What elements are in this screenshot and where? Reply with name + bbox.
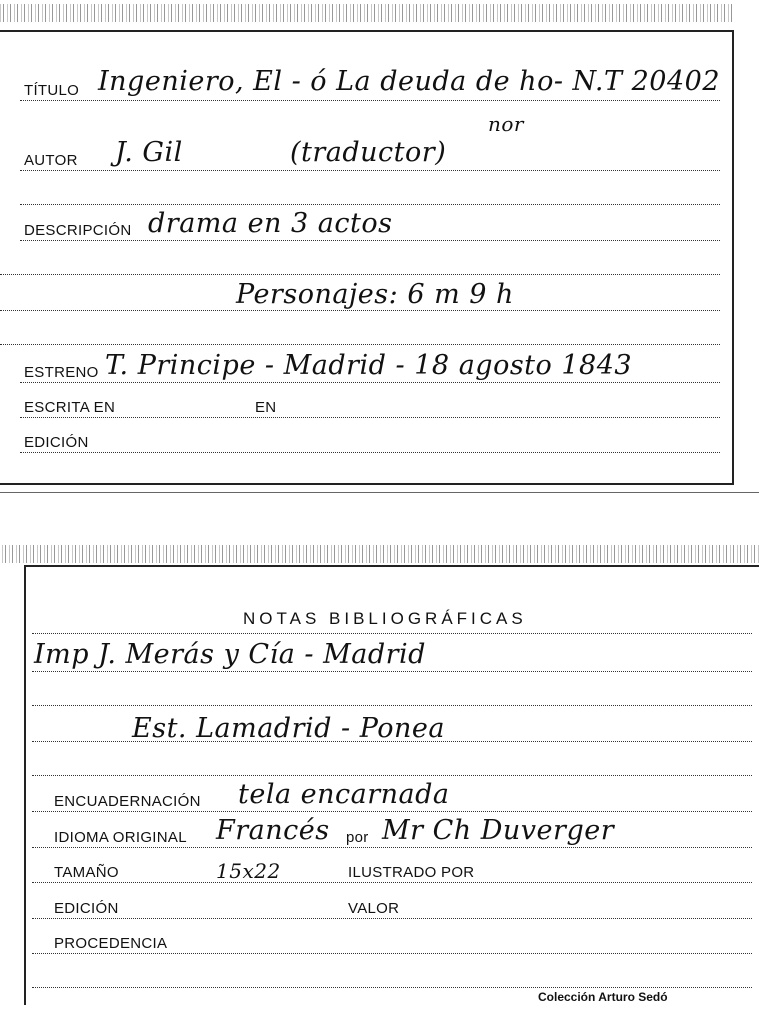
- valor-label: VALOR: [348, 900, 400, 917]
- idioma-value: Francés: [216, 815, 330, 846]
- edicion-label: EDICIÓN: [24, 434, 89, 451]
- notas-heading: NOTAS BIBLIOGRÁFICAS: [243, 609, 527, 628]
- notas-line-5: [32, 775, 752, 776]
- escrita-en-label: ESCRITA EN: [24, 399, 116, 416]
- escrita-en-en-label: EN: [255, 399, 277, 416]
- encuadernacion-line: [32, 811, 752, 812]
- catalog-card-top: [0, 30, 734, 485]
- idioma-por-label: por: [346, 829, 369, 846]
- titulo-label: TÍTULO: [24, 82, 80, 99]
- edicion-2-label: EDICIÓN: [54, 900, 119, 917]
- autor-label: AUTOR: [24, 152, 78, 169]
- tamano-line: [32, 882, 752, 883]
- blank-line-4: [0, 344, 720, 345]
- notas-line-3: [32, 705, 752, 706]
- idioma-traductor: Mr Ch Duverger: [382, 815, 615, 846]
- edicion-line: [20, 452, 720, 453]
- descripcion-line: [20, 240, 720, 241]
- titulo-value: Ingeniero, El - ó La deuda de ho- N.T 20402: [98, 66, 720, 97]
- coleccion-label: Colección Arturo Sedó: [538, 990, 668, 1004]
- titulo-value-continuation: nor: [488, 112, 524, 136]
- encuadernacion-label: ENCUADERNACIÓN: [54, 793, 201, 810]
- autor-note: (traductor): [290, 137, 447, 168]
- notas-line-4: [32, 741, 752, 742]
- tamano-value: 15x22: [216, 859, 281, 883]
- estreno-label: ESTRENO: [24, 364, 99, 381]
- blank-line-1: [20, 204, 720, 205]
- blank-line-2: [0, 274, 720, 275]
- autor-value: J. Gil: [115, 137, 183, 168]
- estreno-line: [20, 382, 720, 383]
- notas-line-1: [32, 633, 752, 634]
- idioma-line: [32, 847, 752, 848]
- personajes-value: Personajes: 6 m 9 h: [236, 279, 514, 310]
- titulo-line: [20, 100, 720, 101]
- nota-impresor: Imp J. Merás y Cía - Madrid: [34, 639, 426, 670]
- blank-line-3: [0, 310, 720, 311]
- escrita-en-line: [20, 417, 720, 418]
- nota-establecimiento: Est. Lamadrid - Ponea: [132, 713, 445, 744]
- tamano-label: TAMAÑO: [54, 864, 119, 881]
- notas-line-final: [32, 987, 752, 988]
- card-separator: [0, 492, 759, 493]
- autor-line: [20, 170, 720, 171]
- catalog-card-bottom: [24, 565, 759, 1005]
- notas-line-2: [32, 671, 752, 672]
- card-bottom-edge-speckle: [2, 545, 759, 563]
- encuadernacion-value: tela encarnada: [238, 779, 450, 810]
- estreno-value: T. Principe - Madrid - 18 agosto 1843: [105, 350, 633, 381]
- ilustrado-label: ILUSTRADO POR: [348, 864, 475, 881]
- idioma-label: IDIOMA ORIGINAL: [54, 829, 187, 846]
- edicion-2-line: [32, 918, 752, 919]
- procedencia-label: PROCEDENCIA: [54, 935, 168, 952]
- card-top-edge-speckle: [0, 4, 732, 22]
- procedencia-line: [32, 953, 752, 954]
- descripcion-label: DESCRIPCIÓN: [24, 222, 132, 239]
- descripcion-value: drama en 3 actos: [148, 208, 393, 239]
